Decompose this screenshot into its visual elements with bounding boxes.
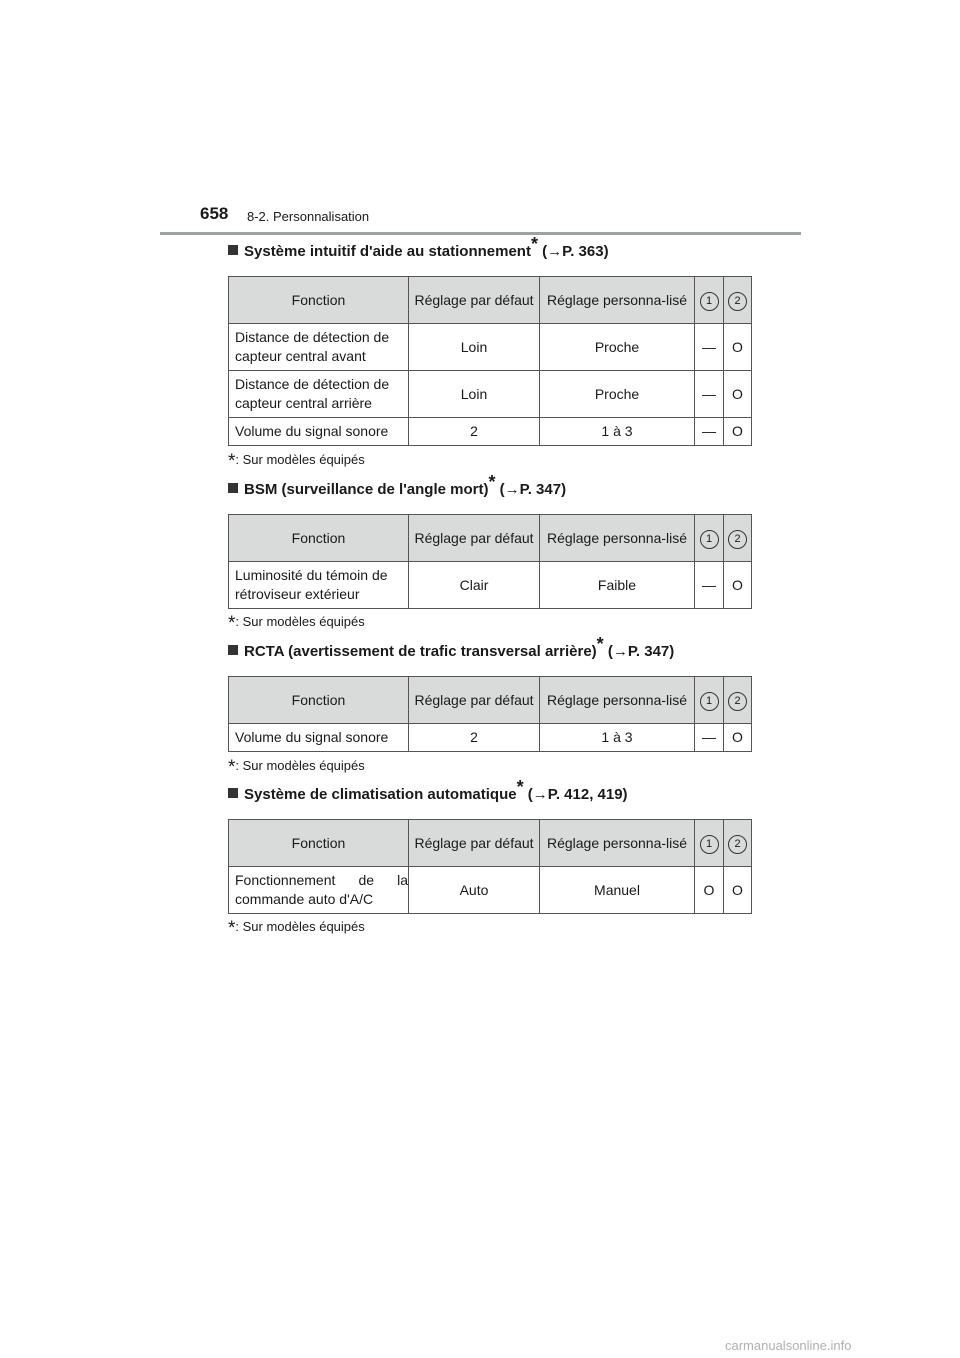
footnote — [228, 918, 365, 939]
heading-reference: (→P. 347) — [499, 481, 567, 498]
table-header-row — [229, 677, 752, 724]
col-defaut: Réglage par défaut — [409, 820, 540, 867]
table-row — [229, 867, 752, 914]
asterisk-icon: * — [516, 777, 524, 797]
asterisk-icon: * — [228, 918, 236, 939]
cell-2: O — [724, 724, 752, 752]
cell-1: O — [695, 867, 724, 914]
asterisk-icon: * — [488, 472, 496, 492]
table-header-row — [229, 515, 752, 562]
square-bullet-icon — [228, 645, 238, 655]
circled-one-icon: 1 — [700, 292, 719, 311]
cell-defaut: Clair — [409, 562, 540, 609]
table-row — [229, 418, 752, 446]
watermark: carmanualsonline.info — [725, 1338, 852, 1353]
cell-perso: Proche — [540, 324, 695, 371]
table-header-row — [229, 820, 752, 867]
heading-reference: (→P. 412, 419) — [527, 786, 628, 803]
section-heading — [228, 777, 628, 803]
circled-one-icon: 1 — [700, 835, 719, 854]
cell-defaut: 2 — [409, 724, 540, 752]
heading-reference: (→P. 347) — [607, 643, 675, 660]
cell-1: — — [695, 562, 724, 609]
heading-reference: (→P. 363) — [542, 243, 609, 260]
cell-perso: 1 à 3 — [540, 724, 695, 752]
asterisk-icon: * — [228, 451, 236, 472]
cell-fonction: Luminosité du témoin de rétroviseur extérieur — [229, 562, 409, 609]
circled-one-icon: 1 — [700, 530, 719, 549]
cell-1: — — [695, 418, 724, 446]
section-heading — [228, 634, 675, 660]
cell-perso: Faible — [540, 562, 695, 609]
col-fonction: Fonction — [229, 677, 409, 724]
asterisk-icon: * — [530, 234, 538, 254]
square-bullet-icon — [228, 788, 238, 798]
footnote — [228, 757, 365, 778]
circled-two-icon: 2 — [728, 292, 747, 311]
cell-fonction: Distance de détection de capteur central avant — [229, 324, 409, 371]
col-fonction: Fonction — [229, 277, 409, 324]
circled-two-icon: 2 — [728, 530, 747, 549]
footnote-text: : Sur modèles équipés — [235, 919, 365, 934]
footnote-text: : Sur modèles équipés — [235, 452, 365, 467]
heading-title: RCTA (avertissement de trafic transversal arrière) — [244, 643, 597, 660]
col-fonction: Fonction — [229, 820, 409, 867]
settings-table — [228, 819, 752, 914]
heading-title: BSM (surveillance de l'angle mort) — [244, 481, 489, 498]
asterisk-icon: * — [228, 613, 236, 634]
col-defaut: Réglage par défaut — [409, 277, 540, 324]
cell-perso: 1 à 3 — [540, 418, 695, 446]
heading-title: Système intuitif d'aide au stationnement — [244, 243, 531, 260]
cell-perso: Proche — [540, 371, 695, 418]
settings-table — [228, 676, 752, 752]
section-title: 8-2. Personnalisation — [247, 209, 370, 224]
col-2 — [724, 820, 752, 867]
settings-table — [228, 276, 752, 446]
col-perso: Réglage personna-lisé — [540, 515, 695, 562]
cell-perso: Manuel — [540, 867, 695, 914]
col-perso: Réglage personna-lisé — [540, 677, 695, 724]
cell-2: O — [724, 324, 752, 371]
cell-fonction: Distance de détection de capteur central arrière — [229, 371, 409, 418]
col-1 — [695, 820, 724, 867]
asterisk-icon: * — [596, 634, 604, 654]
circled-one-icon: 1 — [700, 692, 719, 711]
table-row — [229, 562, 752, 609]
cell-1: — — [695, 324, 724, 371]
section-heading — [228, 472, 567, 498]
col-defaut: Réglage par défaut — [409, 515, 540, 562]
cell-defaut: Auto — [409, 867, 540, 914]
col-perso: Réglage personna-lisé — [540, 277, 695, 324]
col-defaut: Réglage par défaut — [409, 677, 540, 724]
cell-1: — — [695, 724, 724, 752]
cell-2: O — [724, 867, 752, 914]
footnote-text: : Sur modèles équipés — [235, 614, 365, 629]
col-1 — [695, 677, 724, 724]
table-row — [229, 324, 752, 371]
settings-table — [228, 514, 752, 609]
cell-defaut: Loin — [409, 371, 540, 418]
col-perso: Réglage personna-lisé — [540, 820, 695, 867]
table-row — [229, 724, 752, 752]
footnote — [228, 451, 365, 472]
heading-title: Système de climatisation automatique — [244, 786, 517, 803]
col-2 — [724, 677, 752, 724]
circled-two-icon: 2 — [728, 692, 747, 711]
cell-fonction: Volume du signal sonore — [229, 724, 409, 752]
square-bullet-icon — [228, 483, 238, 493]
cell-2: O — [724, 418, 752, 446]
cell-defaut: Loin — [409, 324, 540, 371]
page-number: 658 — [200, 204, 229, 223]
header-divider — [160, 232, 801, 235]
footnote-text: : Sur modèles équipés — [235, 758, 365, 773]
col-1 — [695, 515, 724, 562]
circled-two-icon: 2 — [728, 835, 747, 854]
col-2 — [724, 277, 752, 324]
section-heading — [228, 234, 609, 260]
col-2 — [724, 515, 752, 562]
cell-fonction: Volume du signal sonore — [229, 418, 409, 446]
cell-1: — — [695, 371, 724, 418]
square-bullet-icon — [228, 245, 238, 255]
table-header-row — [229, 277, 752, 324]
cell-defaut: 2 — [409, 418, 540, 446]
col-1 — [695, 277, 724, 324]
footnote — [228, 613, 365, 634]
cell-fonction: Fonctionnement de la commande auto d'A/C — [229, 867, 409, 914]
col-fonction: Fonction — [229, 515, 409, 562]
cell-2: O — [724, 562, 752, 609]
asterisk-icon: * — [228, 757, 236, 778]
cell-2: O — [724, 371, 752, 418]
table-row — [229, 371, 752, 418]
